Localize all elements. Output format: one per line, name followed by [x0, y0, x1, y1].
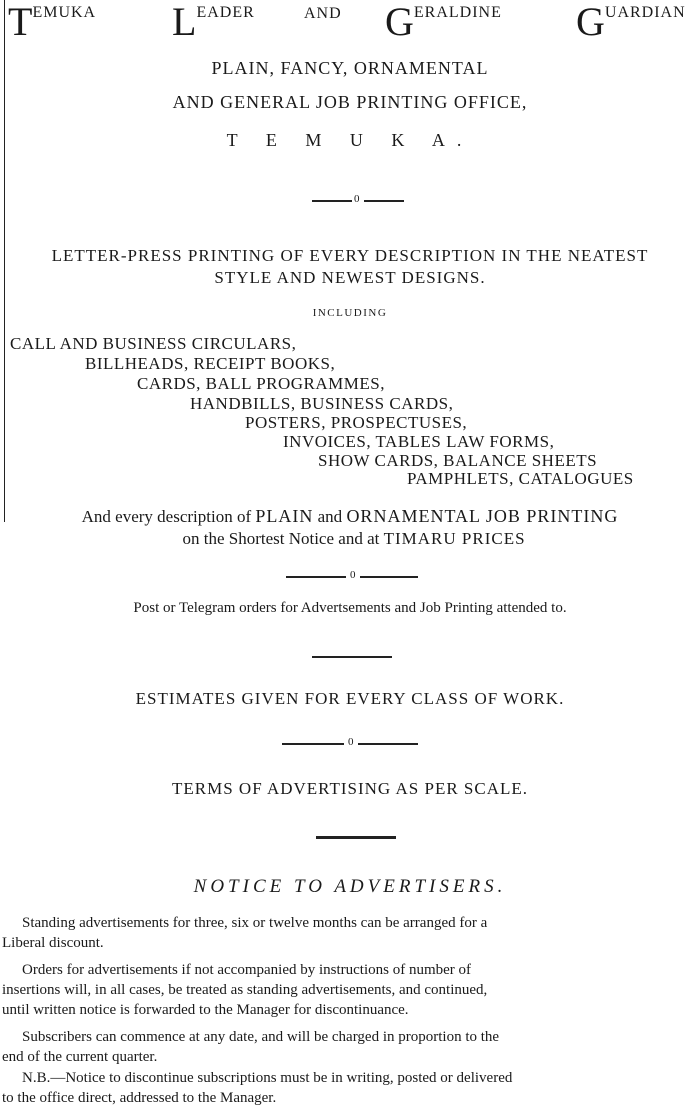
masthead-word-temuka: TEMUKA	[8, 0, 97, 44]
terms-line: TERMS OF ADVERTISING AS PER SCALE.	[171, 779, 529, 798]
ornamental-divider: 0	[312, 196, 404, 206]
heading-line-3: T E M U K A.	[226, 130, 474, 150]
masthead-word-and: AND	[304, 5, 342, 22]
masthead-word-geraldine: GERALDINE	[385, 0, 502, 44]
notice-paragraph: Orders for advertisements if not accompanied by instructions of number of insertions will, in all cases, be treated as standing advertisements, and continued, until written notice is forwarded to the Manager for discontinuance.	[2, 962, 488, 1018]
letterpress-line-1: LETTER-PRESS PRINTING OF EVERY DESCRIPTION IN THE NEATEST	[51, 246, 649, 265]
masthead	[0, 0, 700, 48]
every-description-line-1: And every description of PLAIN and ORNAMENTAL JOB PRINTING	[81, 506, 619, 526]
list-item: POSTERS, PROSPECTUSES,	[245, 413, 468, 432]
heading-line-1: PLAIN, FANCY, ORNAMENTAL	[211, 58, 489, 78]
ornamental-divider	[316, 832, 396, 842]
masthead-word-leader: LEADER	[172, 0, 255, 44]
list-item: BILLHEADS, RECEIPT BOOKS,	[85, 354, 336, 373]
list-item: HANDBILLS, BUSINESS CARDS,	[190, 394, 454, 413]
heading-line-2: AND GENERAL JOB PRINTING OFFICE,	[172, 92, 528, 112]
every-description-line-2: on the Shortest Notice and at TIMARU PRICES	[182, 529, 526, 548]
post-orders-line: Post or Telegram orders for Advertsements and Job Printing attended to.	[133, 600, 567, 616]
list-item: SHOW CARDS, BALANCE SHEETS	[318, 451, 598, 470]
list-item: PAMPHLETS, CATALOGUES	[407, 469, 634, 488]
ornamental-divider: 0	[286, 572, 418, 582]
notice-paragraph: Standing advertisements for three, six or twelve months can be arranged for a Liberal discount.	[2, 915, 488, 951]
letterpress-line-2: STYLE AND NEWEST DESIGNS.	[214, 268, 486, 287]
list-item: INVOICES, TABLES LAW FORMS,	[283, 432, 555, 451]
list-item: CARDS, BALL PROGRAMMES,	[137, 374, 385, 393]
notice-paragraph: N.B.—Notice to discontinue subscriptions must be in writing, posted or delivered to the office direct, addressed to the Manager.	[2, 1070, 513, 1106]
ornamental-divider	[312, 652, 392, 662]
including-label: INCLUDING	[312, 307, 388, 319]
notice-paragraph: Subscribers can commence at any date, and will be charged in proportion to the end of the current quarter.	[2, 1029, 500, 1065]
ornamental-divider: 0	[282, 739, 418, 749]
notice-title: NOTICE TO ADVERTISERS.	[193, 876, 507, 897]
masthead-word-guardian: GUARDIAN	[576, 0, 686, 44]
estimates-line: ESTIMATES GIVEN FOR EVERY CLASS OF WORK.	[135, 689, 565, 708]
list-item: CALL AND BUSINESS CIRCULARS,	[10, 334, 297, 353]
